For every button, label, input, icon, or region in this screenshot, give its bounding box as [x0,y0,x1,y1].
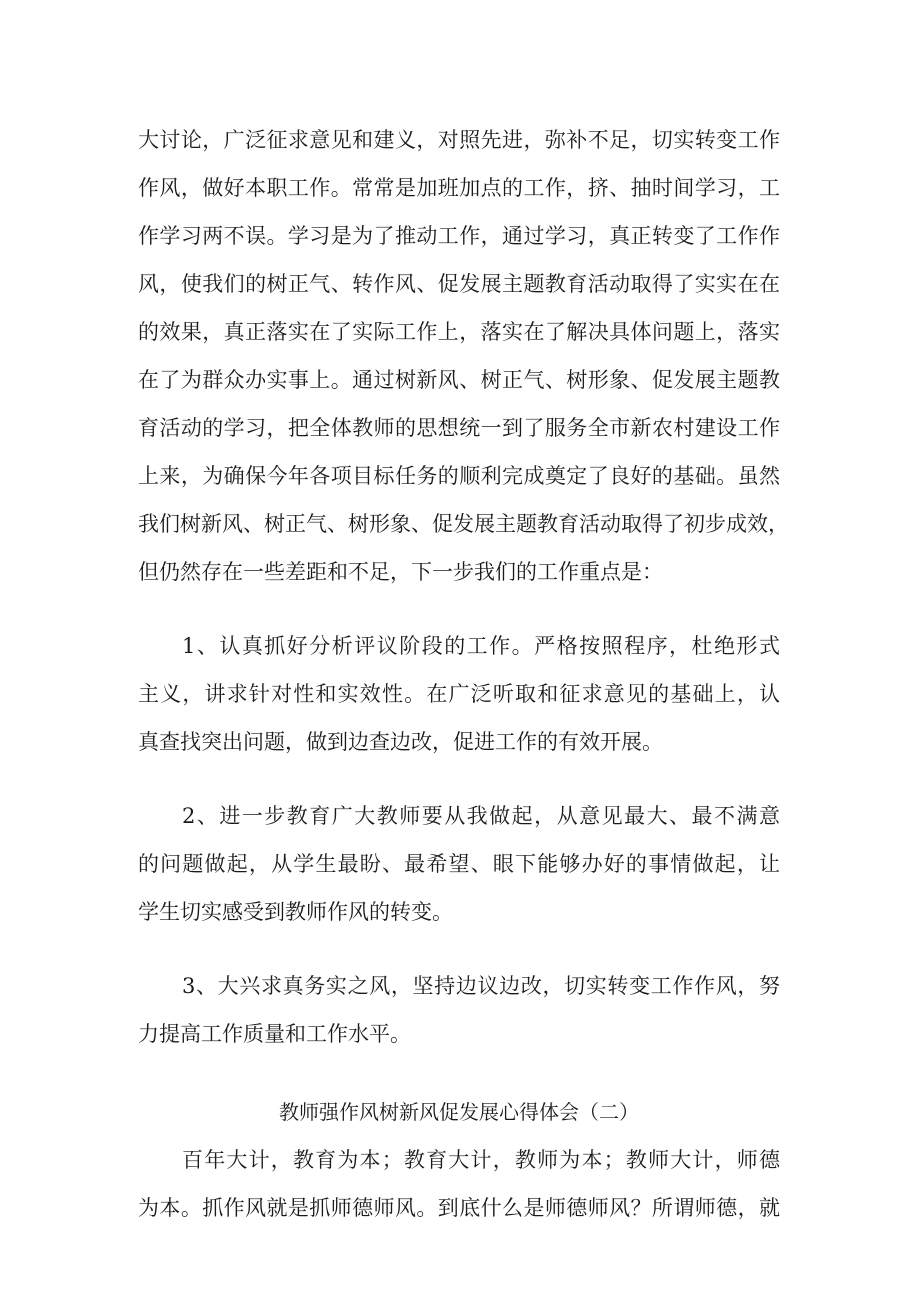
text-line: 作风，做好本职工作。常常是加班加点的工作，挤、抽时间学习，工 [138,176,780,200]
text-line: 大讨论，广泛征求意见和建义，对照先进，弥补不足，切实转变工作 [138,128,780,152]
text-line: 的问题做起，从学生最盼、最希望、眼下能够办好的事情做起，让 [138,852,780,876]
paragraph-gap [138,766,780,792]
text-line: 力提高工作质量和工作水平。 [138,1022,411,1046]
text-line: 2、进一步教育广大教师要从我做起，从意见最大、最不满意 [182,804,780,828]
text-line: 在了为群众办实事上。通过树新风、树正气、树形象、促发展主题教 [138,368,780,392]
text-line: 但仍然存在一些差距和不足，下一步我们的工作重点是： [138,560,663,584]
text-line: 上来，为确保今年各项目标任务的顺利完成奠定了良好的基础。虽然 [138,464,780,488]
text-line: 育活动的学习，把全体教师的思想统一到了服务全市新农村建设工作 [138,416,780,440]
list-item-1 [138,622,780,766]
paragraph-gap [138,1058,780,1088]
text-line: 为本。抓作风就是抓师德师风。到底什么是师德师风？所谓师德，就 [138,1196,780,1220]
text-line: 3、大兴求真务实之风，坚持边议边改，切实转变工作作风，努 [182,974,780,998]
list-item-2 [138,792,780,936]
text-line: 我们树新风、树正气、树形象、促发展主题教育活动取得了初步成效， [138,512,789,536]
continuation-paragraph [138,116,789,596]
text-line: 主义，讲求针对性和实效性。在广泛听取和征求意见的基础上，认 [138,682,780,706]
paragraph-gap [138,596,780,622]
text-line: 的效果，真正落实在了实际工作上，落实在了解决具体问题上，落实 [138,320,780,344]
text-line: 学生切实感受到教师作风的转变。 [138,900,453,924]
text-line: 风，使我们的树正气、转作风、促发展主题教育活动取得了实实在在 [138,272,780,296]
list-item-3 [138,962,780,1058]
text-line: 百年大计，教育为本；教育大计，教师为本；教师大计，师德 [182,1148,780,1172]
paragraph-gap [138,936,780,962]
document-body [138,116,789,1232]
text-line: 作学习两不误。学习是为了推动工作，通过学习，真正转变了工作作 [138,224,780,248]
section-title: 教师强作风树新风促发展心得体会（二） [279,1100,639,1124]
text-line: 真查找突出问题，做到边查边改，促进工作的有效开展。 [138,730,663,754]
text-line: 1、认真抓好分析评议阶段的工作。严格按照程序，杜绝形式 [182,634,780,658]
section-paragraph [138,1136,780,1232]
